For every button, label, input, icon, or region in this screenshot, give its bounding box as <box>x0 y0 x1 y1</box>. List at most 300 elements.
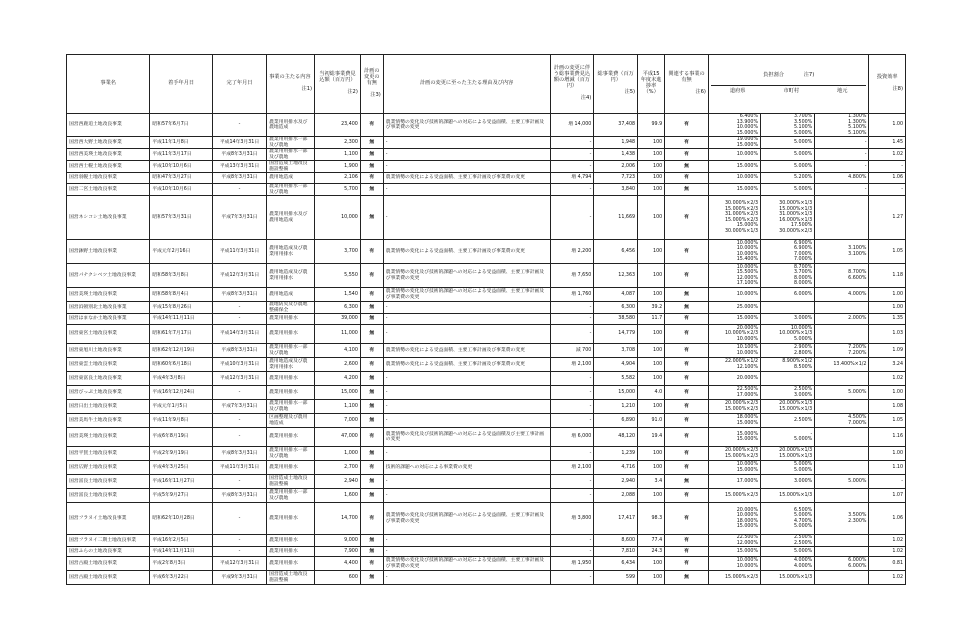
row-start: 昭和62年12月19日 <box>150 344 213 358</box>
row-share-city: 15.000%×1/3 <box>761 489 815 503</box>
header-cost: 当初総事業費見込額（百万円） 注2) <box>315 55 361 114</box>
row-share-local: 6.000% 6.000% <box>815 557 869 571</box>
row-share-local: 2.000% <box>815 314 869 325</box>
row-name: 国営西鹿追土地改良事業 <box>67 114 150 137</box>
row-change: 無 <box>360 314 383 325</box>
row-eff: 1.02 <box>869 547 906 557</box>
row-total: 1,239 <box>594 447 638 461</box>
row-share-local <box>815 571 869 585</box>
row-main: 農用地造成及び農業用用排水 <box>267 358 315 372</box>
row-name: 国営びっぷ土地改良事業 <box>67 386 150 400</box>
row-progress: 100 <box>638 196 665 240</box>
row-end: - <box>212 184 266 196</box>
row-total: 2,940 <box>594 475 638 489</box>
row-main: 区画整理及び農用地造成 <box>267 414 315 428</box>
row-eff: 1.09 <box>869 344 906 358</box>
row-main: 農業用用排水及び農地造成 <box>267 114 315 137</box>
row-main: 農業用用排水 <box>267 547 315 557</box>
row-progress: 100 <box>638 489 665 503</box>
row-reason: - <box>383 447 550 461</box>
row-end: 平成12年3月31日 <box>212 372 266 386</box>
row-cost: 47,000 <box>315 428 361 447</box>
row-start: 昭和62年10月28日 <box>150 503 213 535</box>
row-incdec: - <box>550 196 594 240</box>
row-progress: 100 <box>638 173 665 184</box>
row-progress: 11.7 <box>638 314 665 325</box>
row-change: 有 <box>360 173 383 184</box>
row-share-local <box>815 196 869 240</box>
row-eff: 1.02 <box>869 535 906 547</box>
row-name: 国営パナクシベツ土地改良事業 <box>67 264 150 288</box>
row-incdec: - <box>550 325 594 344</box>
row-progress: 100 <box>638 137 665 149</box>
row-share-city: 3.700% 3.500% 5.100% 5.000% <box>761 114 815 137</box>
row-name: 国営美瑛土地改良事業 <box>67 428 150 447</box>
row-share-pref: 10.000% <box>708 288 760 302</box>
row-main: 農業用用排水 <box>267 325 315 344</box>
table-row <box>67 149 906 161</box>
row-share-pref: 20.000% 10.000%×2/3 10.000% <box>708 325 760 344</box>
row-incdec: 増 2,100 <box>550 358 594 372</box>
row-share-city: 5.000% <box>761 149 815 161</box>
row-end: 平成8年3月31日 <box>212 173 266 184</box>
header-total: 総事業費（百万円） 注5) <box>594 55 638 114</box>
row-name: 国営東旭川土地改良事業 <box>67 344 150 358</box>
row-incdec: - <box>550 547 594 557</box>
row-share-city <box>761 372 815 386</box>
row-start: 平成元年1月5日 <box>150 400 213 414</box>
row-eff: 1.35 <box>869 314 906 325</box>
row-end: - <box>212 314 266 325</box>
row-main: 農業用用排水 <box>267 314 315 325</box>
row-total: 38,580 <box>594 314 638 325</box>
row-change: 有 <box>360 114 383 137</box>
project-table-sheet <box>66 54 906 585</box>
row-share-local: 13.400%×1/2 <box>815 358 869 372</box>
row-name: 国営古殿土地改良事業 <box>67 571 150 585</box>
table-row <box>67 503 906 535</box>
row-incdec: - <box>550 302 594 314</box>
row-name: 国営二宮土地改良事業 <box>67 184 150 196</box>
row-progress: 39.2 <box>638 302 665 314</box>
row-main: 農業用用排水一部及び農地 <box>267 184 315 196</box>
row-total: 11,669 <box>594 196 638 240</box>
row-main: 国営造成土地改良施設整備 <box>267 571 315 585</box>
row-eff: 1.06 <box>869 503 906 535</box>
row-cost: 1,000 <box>315 447 361 461</box>
row-eff: 3.24 <box>869 358 906 372</box>
row-change: 無 <box>360 475 383 489</box>
row-share-local <box>815 535 869 547</box>
row-cost: 11,000 <box>315 325 361 344</box>
header-share: 負担割合 注7) 道府県 市町村 地元 <box>708 55 869 114</box>
row-start: 昭和58年8月4日 <box>150 288 213 302</box>
row-eff: 1.05 <box>869 240 906 264</box>
row-end: - <box>212 428 266 447</box>
row-related: 無 <box>665 288 709 302</box>
row-reason: 技術的課題への対応による事業費の変更 <box>383 461 550 475</box>
row-related: 有 <box>665 547 709 557</box>
row-reason: 農業情勢の変化及び技術的課題への対応による受益面積、主要工事計画及び事業費の変更 <box>383 114 550 137</box>
row-share-local: - <box>815 137 869 149</box>
row-share-city: 5.000% <box>761 547 815 557</box>
row-eff: 1.00 <box>869 302 906 314</box>
row-cost: 4,200 <box>315 372 361 386</box>
row-end: 平成8年3月31日 <box>212 344 266 358</box>
row-share-local <box>815 325 869 344</box>
row-change: 有 <box>360 428 383 447</box>
row-main: 農用地造成 <box>267 288 315 302</box>
row-share-pref: 10.000% 10.000% 10.000% 15.400% <box>708 240 760 264</box>
table-row <box>67 535 906 547</box>
row-share-pref: 20.000%×2/3 15.000%×2/3 <box>708 400 760 414</box>
row-change: 無 <box>360 571 383 585</box>
row-cost: 2,600 <box>315 358 361 372</box>
table-row <box>67 461 906 475</box>
row-progress: 100 <box>638 264 665 288</box>
row-share-pref: 18.000% 15.000% <box>708 414 760 428</box>
row-total: 1,210 <box>594 400 638 414</box>
row-start: 平成10年10月6日 <box>150 161 213 173</box>
row-name: 国営はまなか土地改良事業 <box>67 314 150 325</box>
row-main: 農用地造成及び農業用用排水 <box>267 264 315 288</box>
row-main: 農業用用排水 <box>267 557 315 571</box>
row-start: 平成元年2月16日 <box>150 240 213 264</box>
table-row <box>67 571 906 585</box>
row-change: 有 <box>360 358 383 372</box>
header-name: 事業名 <box>67 55 150 114</box>
row-start: 平成2年8月3日 <box>150 557 213 571</box>
row-end: 平成11年3月31日 <box>212 461 266 475</box>
row-related: 有 <box>665 114 709 137</box>
row-start: 平成11年3月17日 <box>150 149 213 161</box>
project-table <box>66 54 906 585</box>
row-incdec: - <box>550 489 594 503</box>
row-progress: 19.4 <box>638 428 665 447</box>
row-main: 農業用用排水一部及び農地 <box>267 149 315 161</box>
row-incdec: 減 700 <box>550 344 594 358</box>
row-reason: - <box>383 547 550 557</box>
table-row <box>67 489 906 503</box>
row-related: 有 <box>665 264 709 288</box>
row-main: 国営造成土地改良施設整備 <box>267 161 315 173</box>
row-end: - <box>212 503 266 535</box>
row-share-pref: 25.000% <box>708 302 760 314</box>
row-share-local: 5.000% <box>815 475 869 489</box>
row-eff: 1.27 <box>869 196 906 240</box>
row-related: 無 <box>665 475 709 489</box>
row-cost: 1,100 <box>315 149 361 161</box>
row-related: 有 <box>665 149 709 161</box>
header-related: 関連する事業の有無 注6) <box>665 55 709 114</box>
row-share-local <box>815 372 869 386</box>
row-reason: - <box>383 137 550 149</box>
row-incdec: 増 6,000 <box>550 428 594 447</box>
row-name: 国営古殿土地改良事業 <box>67 557 150 571</box>
row-total: 12,363 <box>594 264 638 288</box>
row-progress: 98.3 <box>638 503 665 535</box>
row-progress: 100 <box>638 344 665 358</box>
row-name: 国営富良土地改良事業 <box>67 489 150 503</box>
row-main: 農用地造成 <box>267 173 315 184</box>
row-name: 国営ふらの土地改良事業 <box>67 547 150 557</box>
row-end: 平成9年3月31日 <box>212 571 266 585</box>
row-total: 1,438 <box>594 149 638 161</box>
row-start: 昭和47年3月27日 <box>150 173 213 184</box>
row-share-local <box>815 489 869 503</box>
row-share-city: - 5.000% <box>761 428 815 447</box>
row-start: 平成6年8月19日 <box>150 428 213 447</box>
table-row <box>67 358 906 372</box>
row-reason: - <box>383 475 550 489</box>
row-share-pref: 10.000% 15.500% 12.000% 17.100% <box>708 264 760 288</box>
row-related: 無 <box>665 571 709 585</box>
table-row <box>67 547 906 557</box>
header-change: 計画の変更の有無 注3) <box>360 55 383 114</box>
row-cost: 5,550 <box>315 264 361 288</box>
row-start: 平成4年3月25日 <box>150 461 213 475</box>
row-name: 国営羽幌土地改良事業 <box>67 173 150 184</box>
row-start: 平成14年11月11日 <box>150 547 213 557</box>
row-end: 平成8年3月31日 <box>212 489 266 503</box>
row-share-pref: 20.000%×2/3 15.000%×2/3 <box>708 447 760 461</box>
row-end: - <box>212 475 266 489</box>
row-incdec: - <box>550 372 594 386</box>
row-main: 農業用用排水一部及び農地 <box>267 344 315 358</box>
row-cost: 1,100 <box>315 400 361 414</box>
row-cost: 14,700 <box>315 503 361 535</box>
table-header-row <box>67 55 906 114</box>
row-share-city: 20.000%×1/3 15.000%×1/3 <box>761 400 815 414</box>
row-reason: - <box>383 414 550 428</box>
row-share-local: 7.200% 7.200% <box>815 344 869 358</box>
row-total: 3,840 <box>594 184 638 196</box>
row-end: - <box>212 547 266 557</box>
row-share-local <box>815 428 869 447</box>
row-related: 有 <box>665 325 709 344</box>
row-total: 15,000 <box>594 386 638 400</box>
row-share-local: - <box>815 184 869 196</box>
row-name: 国営鉢野土地改良事業 <box>67 240 150 264</box>
row-share-city: 2.500% <box>761 414 815 428</box>
row-share-pref: 10.000% 10.000% <box>708 557 760 571</box>
row-start: 平成15年8月26日 <box>150 302 213 314</box>
row-end: 平成7年3月31日 <box>212 196 266 240</box>
row-main: 農業用用排水 <box>267 386 315 400</box>
row-cost: 1,540 <box>315 288 361 302</box>
row-share-pref: 10.000% 15.000% <box>708 461 760 475</box>
row-share-city: 6.000% <box>761 288 815 302</box>
row-eff: 0.81 <box>869 557 906 571</box>
row-name: 国営西美瑛土地改良事業 <box>67 149 150 161</box>
row-share-city: 3.000% <box>761 314 815 325</box>
row-incdec: - <box>550 400 594 414</box>
row-main: 農業用用排水 <box>267 372 315 386</box>
row-name: 国営西士幌土地改良事業 <box>67 161 150 173</box>
row-share-city: 10.000% 10.000%×1/3 5.000% <box>761 325 815 344</box>
row-share-local: 1.300% 1.300% 5.100% 5.100% <box>815 114 869 137</box>
row-share-city: 5.000% <box>761 137 815 149</box>
row-reason: 農業情勢の変化及び技術的課題への対応による受益面積、主要工事計画及び事業費の変更 <box>383 557 550 571</box>
row-cost: 10,000 <box>315 196 361 240</box>
row-share-pref: 15.000% 15.000% <box>708 428 760 447</box>
row-reason: - <box>383 161 550 173</box>
table-body <box>67 114 906 585</box>
table-row <box>67 400 906 414</box>
row-change: 無 <box>360 137 383 149</box>
row-total: 7,723 <box>594 173 638 184</box>
row-cost: 7,900 <box>315 547 361 557</box>
row-reason: 農業情勢の変化及び技術的課題への対応による受益面積、主要工事計画及び事業費の変更 <box>383 264 550 288</box>
row-progress: 100 <box>638 571 665 585</box>
row-end: - <box>212 414 266 428</box>
row-total: 6,890 <box>594 414 638 428</box>
row-start: 平成10年10月6日 <box>150 184 213 196</box>
row-total: 4,716 <box>594 461 638 475</box>
row-share-city: 2.900% 2.800% <box>761 344 815 358</box>
row-progress: 100 <box>638 557 665 571</box>
row-related: 有 <box>665 414 709 428</box>
row-cost: 5,700 <box>315 184 361 196</box>
row-name: 国営富良土地改良事業 <box>67 475 150 489</box>
row-total: 2,088 <box>594 489 638 503</box>
row-related: 無 <box>665 161 709 173</box>
row-share-local <box>815 400 869 414</box>
row-share-city: 3.000% <box>761 475 815 489</box>
row-share-local: - <box>815 149 869 161</box>
row-start: 昭和58年3月8日 <box>150 264 213 288</box>
row-share-local: - <box>815 161 869 173</box>
row-share-city: 5.000% <box>761 184 815 196</box>
row-share-pref: 10.100% 10.000% <box>708 344 760 358</box>
table-row <box>67 557 906 571</box>
row-total: 3,708 <box>594 344 638 358</box>
row-share-pref: 15.000% <box>708 547 760 557</box>
row-incdec: - <box>550 475 594 489</box>
row-end: - <box>212 535 266 547</box>
row-change: 無 <box>360 372 383 386</box>
row-reason: 農業情勢の変化による受益面積、主要工事計画及び事業費の変更 <box>383 358 550 372</box>
row-total: 6,456 <box>594 240 638 264</box>
row-reason: - <box>383 149 550 161</box>
row-start: 平成16年12月24日 <box>150 386 213 400</box>
row-cost: 600 <box>315 571 361 585</box>
row-progress: 100 <box>638 325 665 344</box>
row-progress: 3.4 <box>638 475 665 489</box>
row-reason: - <box>383 325 550 344</box>
row-share-pref: 22.500% 17.000% <box>708 386 760 400</box>
table-row <box>67 302 906 314</box>
row-main: 農業用用排水一部及び農地 <box>267 447 315 461</box>
row-share-city <box>761 302 815 314</box>
row-incdec: - <box>550 386 594 400</box>
table-row <box>67 196 906 240</box>
row-cost: 6,300 <box>315 302 361 314</box>
row-incdec: - <box>550 149 594 161</box>
row-related: 無 <box>665 302 709 314</box>
row-start: 平成6年3月22日 <box>150 571 213 585</box>
row-incdec: 増 2,100 <box>550 461 594 475</box>
row-progress: 100 <box>638 358 665 372</box>
table-row <box>67 475 906 489</box>
row-incdec: - <box>550 535 594 547</box>
row-main: 農業用用排水一部及び農地 <box>267 137 315 149</box>
row-eff: 1.02 <box>869 372 906 386</box>
row-share-pref: 15.000% <box>708 184 760 196</box>
row-change: 有 <box>360 240 383 264</box>
row-cost: 15,000 <box>315 386 361 400</box>
row-share-pref: 17.000% <box>708 475 760 489</box>
row-related: 有 <box>665 358 709 372</box>
row-reason: - <box>383 302 550 314</box>
row-incdec: - <box>550 414 594 428</box>
row-end: - <box>212 302 266 314</box>
row-end: 平成10年3月31日 <box>212 358 266 372</box>
row-incdec: 増 4,794 <box>550 173 594 184</box>
row-end: - <box>212 114 266 137</box>
row-share-city: 2.500% 3.000% <box>761 386 815 400</box>
row-reason: - <box>383 386 550 400</box>
row-eff: 1.00 <box>869 447 906 461</box>
row-end: 平成14年3月31日 <box>212 137 266 149</box>
row-share-pref: 15.000%×2/3 <box>708 571 760 585</box>
row-change: 無 <box>360 447 383 461</box>
row-share-pref: 19.000% 15.000% <box>708 137 760 149</box>
row-eff: 1.45 <box>869 137 906 149</box>
row-total: 48,120 <box>594 428 638 447</box>
header-end: 完了年月日 <box>212 55 266 114</box>
row-progress: 100 <box>638 240 665 264</box>
row-change: 有 <box>360 557 383 571</box>
row-eff: 1.00 <box>869 114 906 137</box>
row-share-local <box>815 447 869 461</box>
row-progress: 4.0 <box>638 386 665 400</box>
row-main: 農業用用排水及び農用地造成 <box>267 196 315 240</box>
row-share-city: 5.000% <box>761 161 815 173</box>
row-name: 国営日出土地改良事業 <box>67 400 150 414</box>
row-eff: 1.00 <box>869 386 906 400</box>
row-share-local <box>815 461 869 475</box>
header-start: 着手年月日 <box>150 55 213 114</box>
row-eff: 1.16 <box>869 428 906 447</box>
row-related: 有 <box>665 489 709 503</box>
row-total: 2,006 <box>594 161 638 173</box>
row-related: 有 <box>665 137 709 149</box>
row-cost: 4,100 <box>315 344 361 358</box>
row-change: 無 <box>360 149 383 161</box>
row-name: 国営浜頓別北土地改良事業 <box>67 302 150 314</box>
row-name: 国営フラヌイ二期土地改良事業 <box>67 535 150 547</box>
table-row <box>67 372 906 386</box>
row-reason: - <box>383 571 550 585</box>
row-related: 有 <box>665 240 709 264</box>
row-main: 農業用用排水 <box>267 503 315 535</box>
row-share-pref: 20.000% 10.000% 18.000% 15.000% <box>708 503 760 535</box>
row-start: 平成16年11月27日 <box>150 475 213 489</box>
row-total: 7,810 <box>594 547 638 557</box>
row-name: 国営広野土地改良事業 <box>67 461 150 475</box>
row-main: 農業用用排水一部及び農地 <box>267 489 315 503</box>
row-total: 17,417 <box>594 503 638 535</box>
row-start: 昭和57年6月7日 <box>150 114 213 137</box>
row-related: 有 <box>665 344 709 358</box>
row-incdec: 増 1,950 <box>550 557 594 571</box>
row-cost: 3,700 <box>315 240 361 264</box>
row-main: 国営造成土地改良施設整備 <box>267 475 315 489</box>
row-share-pref: 15.000%×2/3 <box>708 489 760 503</box>
row-end: 平成7年3月31日 <box>212 400 266 414</box>
row-start: 平成4年3月8日 <box>150 372 213 386</box>
